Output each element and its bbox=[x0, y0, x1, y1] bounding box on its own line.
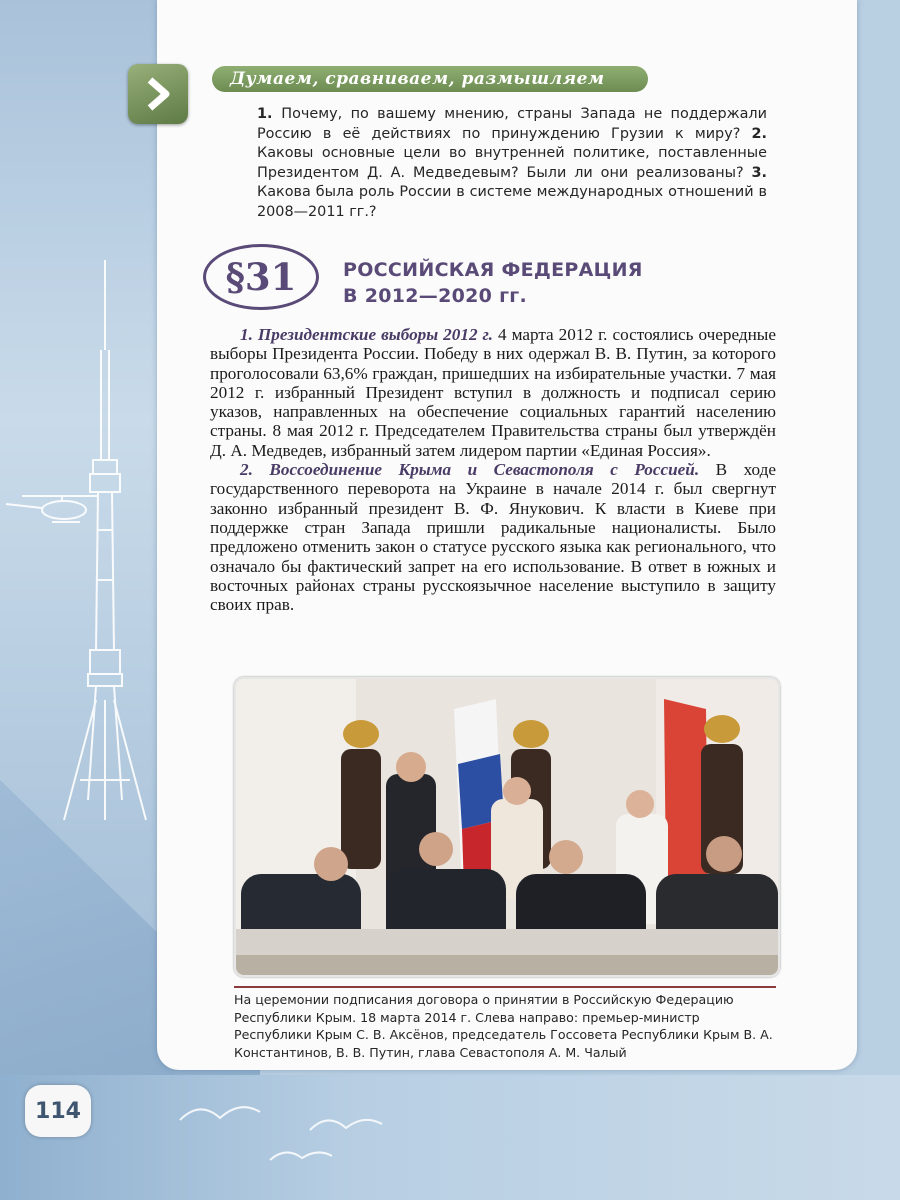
photo-caption: На церемонии подписания договора о принятии в Российскую Федерацию Республики Крым. 18 марта 2014 г. Слева направо: премьер-министр Республики Крым С. В. Аксёнов, председатель Госсовета Республики Крым В. А. Константинов, В. В. Путин, глава Севастополя А. М. Чалый bbox=[234, 992, 773, 1060]
section-heading: 2. Воссоединение Крыма и Севастополя с Россией. bbox=[240, 460, 700, 480]
seagulls-icon bbox=[160, 1090, 420, 1180]
chevron-right-icon bbox=[128, 64, 188, 124]
section-heading: 1. Президентские выборы 2012 г. bbox=[240, 325, 493, 344]
caption-divider bbox=[234, 986, 776, 988]
section-text: В ходе государственного переворота на Украине в начале 2014 г. был свергнут законно избранный президент В. Ф. Янукович. К власти в Киеве при поддержке стран Запада пришли радикальные националисты. Было предложено отменить закон о статусе русского языка как регионального, что означало бы фактический запрет на его использование. В ответ в южных и восточных районах страны русскоязычное население выступило в защиту своих прав. bbox=[210, 460, 776, 615]
paragraph-number-badge: §31 bbox=[203, 244, 319, 310]
signing-ceremony-photo bbox=[234, 677, 780, 977]
question-number: 3. bbox=[751, 164, 767, 181]
paragraph-title-line2: В 2012—2020 гг. bbox=[343, 285, 528, 307]
section-text: 4 марта 2012 г. состоялись очередные выборы Президента России. Победу в них одержал В. В. Путин, за которого проголосовали 63,6% граждан, пришедших на избирательные участки. 7 мая 2012 г. избранный Президент вступил в должность и подписал серию указов, направленных на обеспечение социальных гарантий населению страны. 8 мая 2012 г. Председателем Правительства страны был утверждён Д. А. Медведев, избранный затем лидером партии «Единая Россия». bbox=[210, 325, 776, 460]
question-text: Какова была роль России в системе международных отношений в 2008—2011 гг.? bbox=[257, 184, 767, 220]
section-paragraph bbox=[210, 460, 776, 614]
question-text: Каковы основные цели во внутренней политике, поставленные Президентом Д. А. Медведевым? Были ли они реализованы? bbox=[257, 145, 767, 181]
paragraph-title bbox=[343, 257, 743, 309]
question-number: 1. bbox=[257, 106, 282, 122]
decorative-bottom-band bbox=[0, 1075, 900, 1200]
questions-list bbox=[257, 105, 767, 223]
section-banner: Думаем, сравниваем, размышляем bbox=[212, 66, 648, 92]
question-text: Почему, по вашему мнению, страны Запада не поддержали Россию в её действиях по принуждению Грузии к миру? bbox=[257, 106, 767, 142]
page-number: 114 bbox=[25, 1085, 91, 1137]
helicopter-icon bbox=[2, 490, 102, 530]
paragraph-title-line1: РОССИЙСКАЯ ФЕДЕРАЦИЯ bbox=[343, 259, 643, 281]
tv-tower-icon bbox=[60, 260, 150, 840]
section-paragraph bbox=[210, 325, 776, 460]
question-number: 2. bbox=[751, 125, 767, 142]
body-text bbox=[210, 325, 776, 614]
